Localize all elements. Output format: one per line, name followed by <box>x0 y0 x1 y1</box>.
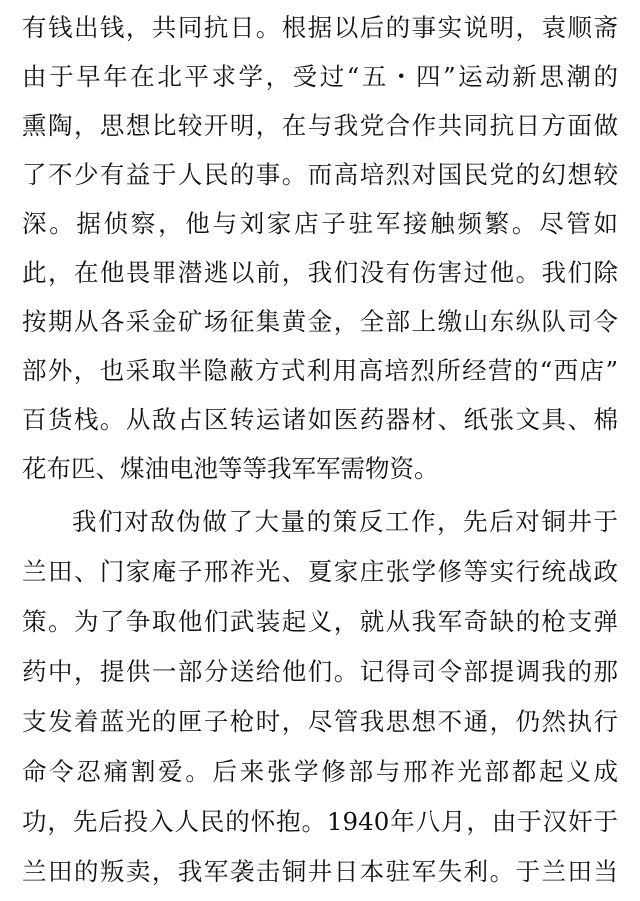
text-line-14: 药中，提供一部分送给他们。记得司令部提调我的那 <box>22 657 618 686</box>
text-line-12: 兰田、门家庵子邢祚光、夏家庄张学修等实行统战政 <box>22 557 618 586</box>
text-line-3: 熏陶，思想比较开明，在与我党合作共同抗日方面做 <box>22 111 618 140</box>
text-line-15: 支发着蓝光的匣子枪时，尽管我思想不通，仍然执行 <box>22 707 618 736</box>
text-line-13: 策。为了争取他们武装起义，就从我军奇缺的枪支弹 <box>22 607 618 636</box>
paragraph-2-line-1: 我们对敌伪做了大量的策反工作，先后对铜井于 <box>72 507 618 536</box>
text-line-1: 有钱出钱，共同抗日。根据以后的事实说明，袁顺斋 <box>22 13 618 42</box>
text-line-7: 按期从各采金矿场征集黄金，全部上缴山东纵队司令 <box>22 307 618 336</box>
text-line-5: 深。据侦察，他与刘家店子驻军接触频繁。尽管如 <box>22 209 618 238</box>
text-line-17: 功，先后投入人民的怀抱。1940年八月，由于汉奸于 <box>22 807 618 836</box>
text-line-10: 花布匹、煤油电池等等我军军需物资。 <box>22 454 439 483</box>
text-line-6: 此，在他畏罪潜逃以前，我们没有伤害过他。我们除 <box>22 258 618 287</box>
text-line-2: 由于早年在北平求学，受过“五・四”运动新思潮的 <box>22 62 618 91</box>
text-line-8: 部外，也采取半隐蔽方式利用高培烈所经营的“西店” <box>22 356 618 385</box>
text-line-16: 命令忍痛割爱。后来张学修部与邢祚光部都起义成 <box>22 757 618 786</box>
text-line-9: 百货栈。从敌占区转运诸如医药器材、纸张文具、棉 <box>22 405 618 434</box>
text-line-4: 了不少有益于人民的事。而高培烈对国民党的幻想较 <box>22 160 618 189</box>
text-line-18: 兰田的叛卖，我军袭击铜井日本驻军失利。于兰田当 <box>22 857 618 886</box>
